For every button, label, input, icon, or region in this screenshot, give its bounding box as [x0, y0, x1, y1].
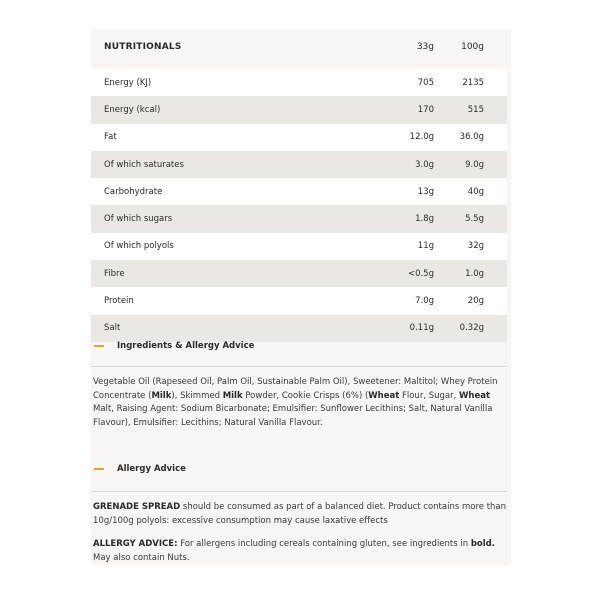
value-100g: 9.0g [465, 159, 484, 170]
ingredients-text: Vegetable Oil (Rapeseed Oil, Palm Oil, Sustainable Palm Oil), Sweetener: Maltitol; Whey Protein Concentrate (Milk), Skimmed Milk Powder, Cookie Crisps (6%) (Wheat Flour, Sugar, Wheat Malt, Raising Agent: Sodium Bicarbonate; Emulsifier: Sunflower Lecithins; Salt, Natural Vanilla Flavour), Emulsifier: Lecithins; Natural Vanilla Flavour. [93, 377, 498, 428]
table-row [91, 315, 507, 342]
value-100g: 20g [467, 296, 484, 307]
value-100g: 40g [467, 186, 484, 197]
value-33g: 11g [417, 241, 434, 252]
value-100g: 1.0g [465, 268, 484, 279]
value-33g: 170 [417, 104, 434, 115]
table-row [91, 69, 507, 96]
value-33g: 7.0g [415, 296, 434, 307]
value-100g: 32g [467, 241, 484, 252]
value-33g: 0.11g [409, 323, 434, 334]
divider [91, 491, 507, 492]
allergy-section-header[interactable] [91, 464, 507, 474]
nutrient-name: Of which sugars [104, 214, 173, 225]
value-100g: 36.0g [459, 132, 484, 143]
nutrition-table [91, 29, 507, 342]
nutrient-name: Of which polyols [104, 241, 174, 252]
header-col-100g: 100g [461, 42, 484, 52]
nutrient-name: Energy (kcal) [104, 104, 161, 115]
nutrient-name: Energy (KJ) [104, 77, 152, 88]
header-col-33g: 33g [416, 42, 434, 52]
table-row [91, 178, 507, 205]
nutrient-name: Salt [104, 323, 121, 334]
value-100g: 515 [467, 104, 484, 115]
table-row [91, 205, 507, 232]
ingredients-section-header[interactable] [91, 341, 507, 351]
value-33g: 13g [417, 186, 434, 197]
header-name: NUTRITIONALS [104, 42, 182, 52]
table-row [91, 260, 507, 287]
table-row [91, 151, 507, 178]
dash-icon [94, 345, 104, 347]
value-33g: 705 [417, 77, 434, 88]
allergy-text-2: ALLERGY ADVICE: For allergens including cereals containing gluten, see ingredients in bold. May also contain Nuts. [93, 539, 495, 563]
table-row [91, 96, 507, 123]
table-row [91, 233, 507, 260]
value-100g: 2135 [462, 77, 484, 88]
value-33g: 1.8g [415, 214, 434, 225]
ingredients-title: Ingredients & Allergy Advice [117, 341, 255, 351]
nutrient-name: Protein [104, 296, 134, 307]
value-33g: <0.5g [407, 268, 434, 279]
value-33g: 12.0g [409, 132, 434, 143]
nutrient-name: Fat [104, 132, 117, 143]
value-33g: 3.0g [415, 159, 434, 170]
value-100g: 5.5g [465, 214, 484, 225]
allergy-title: Allergy Advice [117, 464, 186, 474]
nutrient-name: Fibre [104, 268, 125, 279]
divider [91, 366, 507, 367]
nutrition-table-header [91, 29, 507, 65]
nutrient-name: Carbohydrate [104, 186, 163, 197]
allergy-text-1: GRENADE SPREAD should be consumed as part of a balanced diet. Product contains more than 10g/100g polyols: excessive consumption may cause laxative effects [93, 502, 507, 526]
table-row [91, 124, 507, 151]
table-row [91, 287, 507, 314]
nutrient-name: Of which saturates [104, 159, 184, 170]
value-100g: 0.32g [459, 323, 484, 334]
dash-icon [94, 468, 104, 470]
